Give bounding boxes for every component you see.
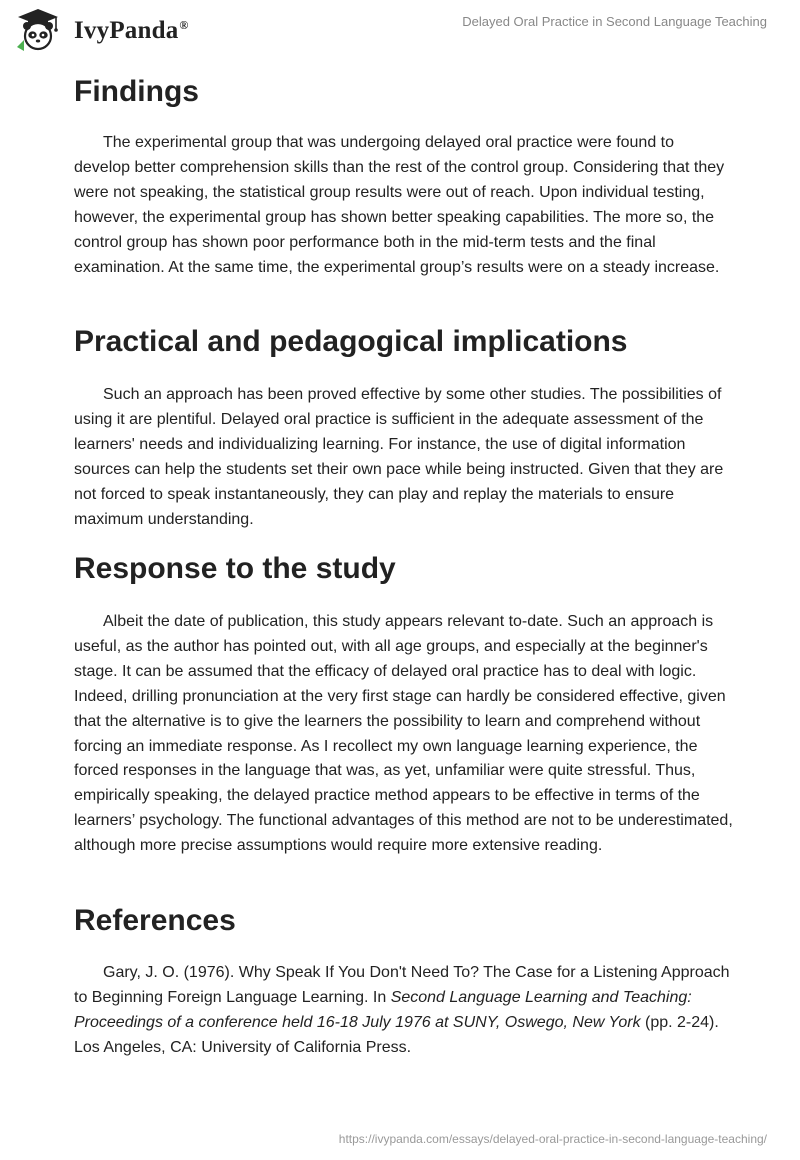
panda-graduate-icon — [14, 7, 62, 55]
section-heading-references: References — [74, 904, 236, 937]
section-heading-implications: Practical and pedagogical implications — [74, 325, 628, 358]
reference-entry — [74, 961, 734, 1061]
brand-name: IvyPanda® — [74, 17, 189, 44]
reference-source-title: Second Language Learning and Teaching: Proceedings of a conference held 16-18 July 1976 at SUNY, Oswego, New York — [74, 988, 692, 1031]
footer-url[interactable]: https://ivypanda.com/essays/delayed-oral-practice-in-second-language-teaching/ — [338, 1132, 767, 1146]
reference-suffix: (pp. 2-24). Los Angeles, CA: University of California Press. — [74, 1013, 719, 1056]
document-title: Delayed Oral Practice in Second Language Teaching — [462, 14, 767, 29]
section-heading-findings: Findings — [74, 75, 199, 108]
section-body-findings: The experimental group that was undergoing delayed oral practice were found to develop better comprehension skills than the rest of the control group. Considering that they were not speaking, the statistical group results were out of reach. Upon individual testing, however, the experimental group has shown better speaking capabilities. The more so, the control group has shown poor performance both in the mid-term tests and the final examination. At the same time, the experimental group’s results were on a steady increase. — [74, 134, 725, 276]
section-body-response: Albeit the date of publication, this study appears relevant to-date. Such an approach is useful, as the author has pointed out, with all age groups, and especially at the beginner's stage. It can be assumed that the efficacy of delayed oral practice has to deal with logic. Indeed, drilling pronunciation at the very first stage can hardly be considered effective, given that the alternative is to give the learners the possibility to learn and comprehend without forcing an immediate response. As I recollect my own language learning experience, the forced responses in the language that was, as yet, unfamiliar were quite stressful. Thus, empirically speaking, the delayed practice method appears to be effective in terms of the learners’ psychology. The functional advantages of this method are not to be underestimated, although more precise assumptions would require more extensive reading. — [74, 613, 733, 855]
ivypanda-logo[interactable] — [14, 7, 189, 55]
page-header — [0, 0, 800, 62]
section-heading-response: Response to the study — [74, 552, 396, 585]
section-body-implications: Such an approach has been proved effective by some other studies. The possibilities of using it are plentiful. Delayed oral practice is sufficient in the adequate assessment of the learners' needs and individualizing learning. For instance, the use of digital information sources can help the students set their own pace while being instructed. Given that they are not forced to speak instantaneously, they can play and replay the materials to ensure maximum understanding. — [74, 386, 724, 528]
reference-prefix: Gary, J. O. (1976). Why Speak If You Don't Need To? The Case for a Listening Approach to Beginning Foreign Language Learning. In — [74, 964, 730, 1006]
